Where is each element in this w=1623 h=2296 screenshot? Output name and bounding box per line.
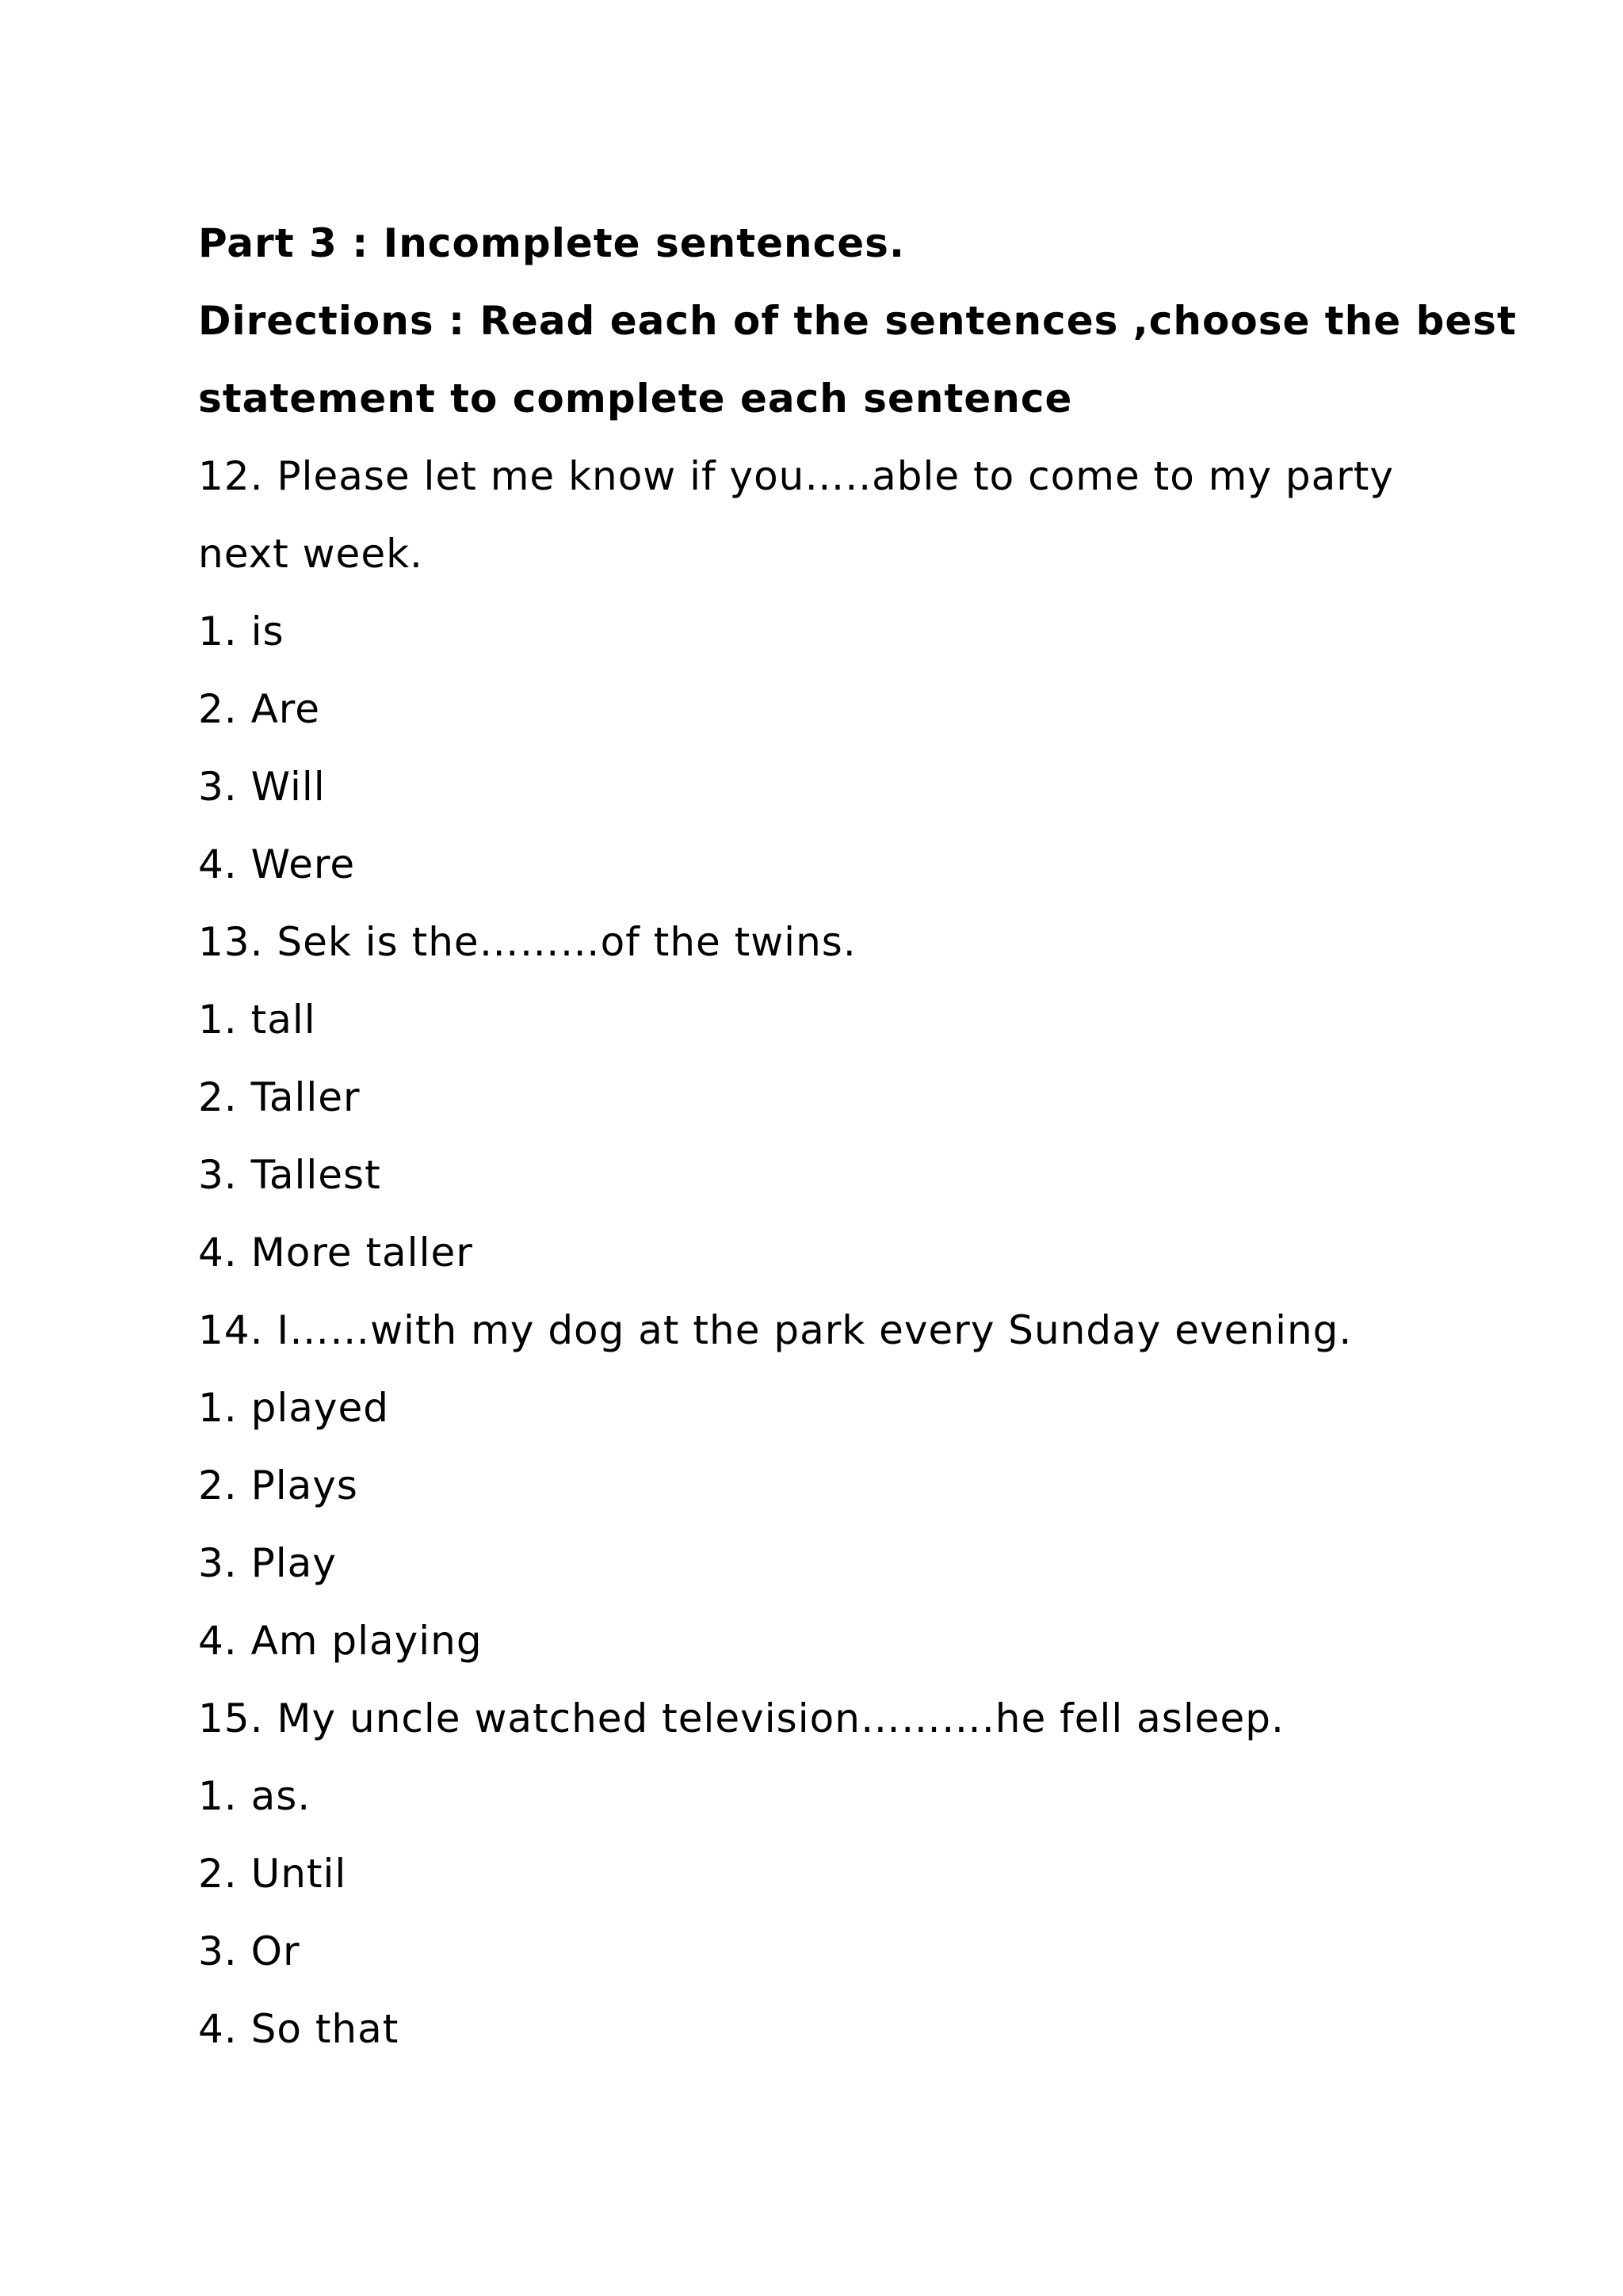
part-title: Part 3 : Incomplete sentences. [198, 220, 905, 266]
answer-option: 2. Are [198, 686, 321, 732]
answer-option: 1. played [198, 1385, 389, 1431]
answer-option: 1. is [198, 608, 285, 654]
question-13 [198, 903, 1498, 1291]
answer-option: 2. Until [198, 1851, 347, 1897]
answer-option: 4. So that [198, 2006, 399, 2052]
answer-option: 3. Will [198, 764, 326, 810]
question-text: 12. Please let me know if you…..able to come to my party [198, 453, 1395, 499]
answer-option: 4. More taller [198, 1230, 473, 1276]
question-text-continued: next week. [198, 531, 423, 577]
question-12 [198, 437, 1498, 903]
question-15 [198, 1680, 1498, 2068]
directions-line-2: statement to complete each sentence [198, 376, 1073, 421]
answer-option: 2. Taller [198, 1074, 361, 1120]
answer-option: 1. as. [198, 1773, 311, 1819]
answer-option: 3. Tallest [198, 1152, 381, 1198]
question-14 [198, 1291, 1498, 1680]
answer-option: 4. Am playing [198, 1618, 483, 1664]
question-text: 14. I……with my dog at the park every Sunday evening. [198, 1307, 1353, 1353]
answer-option: 2. Plays [198, 1463, 358, 1508]
question-text: 13. Sek is the………of the twins. [198, 919, 857, 965]
directions-line-1: Directions : Read each of the sentences ,choose the best [198, 298, 1517, 344]
worksheet-content [198, 204, 1517, 2068]
answer-option: 4. Were [198, 841, 356, 887]
answer-option: 3. Or [198, 1928, 300, 1974]
answer-option: 3. Play [198, 1540, 337, 1586]
answer-option: 1. tall [198, 997, 316, 1043]
question-text: 15. My uncle watched television……….he fell asleep. [198, 1695, 1285, 1741]
